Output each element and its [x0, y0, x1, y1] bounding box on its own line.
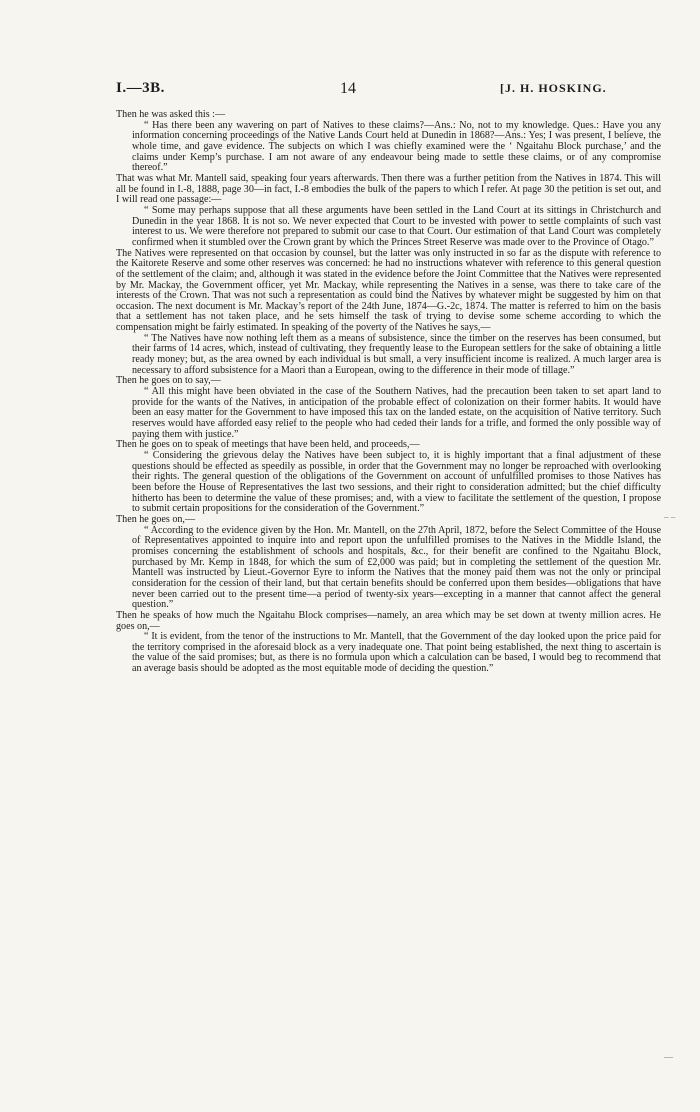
quoted-paragraph: “ It is evident, from the tenor of the instructions to Mr. Mantell, that the Government of the day looked upon the price paid for the territory comprised in the aforesaid block as a very inadequate one. That point being established, the next thing to ascertain is the value of the said promises; but, as there is no formula upon which a calculation can be based, I would beg to recommend that an average basis should be adopted as the most equitable mode of deciding the question.” — [132, 631, 661, 675]
quoted-paragraph: “ Some may perhaps suppose that all these arguments have been settled in the Land Court at its sittings in Christchurch and Dunedin in the year 1868. It is not so. We never expected that Court to be invested with power to settle complaints of such vast interest to us. We were therefore not prepared to submit our case to that Court. Our estimation of that Land Court was completely confirmed when it stumbled over the Crown grant by which the Princes Street Reserve was made over to the Province of Otago.” — [132, 204, 661, 248]
paragraph: Then he goes on to say,— — [116, 375, 221, 387]
page-header — [0, 80, 700, 102]
paragraph: Then he was asked this :— — [116, 109, 226, 120]
paragraph: The Natives were represented on that occasion by counsel, but the latter was only instructed in so far as the dispute with reference to the Kaitorete Reserve and some other reserves was concerned: he had no instructions whatever with reference to this general question of the settlement of the claim; and, although it was stated in the evidence before the Joint Committee that the Natives were represented by Mr. Mackay, the Government officer, yet Mr. Mackay, while representing the Natives in a sense, was there to take care of the interests of the Crown. That was not such a representation as could bind the Natives by whatever might be suggested by him on that occasion. The next document is Mr. Mackay’s report of the 24th June, 1874—G.-2c, 1874. The matter is referred to him on the basis that a settlement has not taken place, and he sets himself the task of trying to devise some scheme according to which the compensation might be fairly estimated. In speaking of the poverty of the Natives he says,— — [116, 247, 661, 334]
paragraph: That was what Mr. Mantell said, speaking four years afterwards. Then there was a further petition from the Natives in 1874. This will all be found in I.-8, 1888, page 30—in fact, I.-8 embodies the bulk of the papers to which I refer. At page 30 the petition is set out, and I will read one passage:— — [116, 172, 661, 206]
quoted-paragraph: “ Considering the grievous delay the Natives have been subject to, it is highly important that a final adjustment of these questions should be effected as speedily as possible, in order that the Government may no longer be reproached with overlooking their rights. The general question of the obligations of the Government on account of unfulfilled promises to those Natives has been before the House of Representatives the last two sessions, and their right to consideration admitted; but the chief difficulty hitherto has been to determine the value of these promises; and, with a view to facilitate the settlement of the question, I propose to submit certain propositions for the consideration of the Government.” — [132, 450, 661, 515]
paragraph: Then he goes on to speak of meetings that have been held, and proceeds,— — [116, 439, 420, 451]
quoted-paragraph: “ The Natives have now nothing left them as a means of subsistence, since the timber on the reserves has been consumed, but their farms of 14 acres, which, instead of cultivating, they frequently lease to the European settlers for the sake of obtaining a little ready money; but, as the area owned by each individual is but small, a very insufficient income is realized. A much larger area is necessary to afford subsistence for a Maori than a European, owing to the difference in their mode of tillage.” — [132, 332, 661, 376]
quoted-paragraph: “ According to the evidence given by the Hon. Mr. Mantell, on the 27th April, 1872, before the Select Committee of the House of Representatives appointed to inquire into and report upon the unfulfilled promises to the Natives in the Middle Island, the promises concerning the establishment of schools and hospitals, &c., for their benefit are confined to the Ngaitahu Block, purchased by Mr. Kemp in 1848, for which the sum of £2,000 was paid; but in completing the settlement of the question Mr. Mantell was instructed by Lieut.-Governor Eyre to inform the Natives that the money paid them was not the only or principal consideration for the cession of their land, but that certain benefits should be conferred upon them besides—obligations that have never been carried out to the present time—a period of twenty-six years—excepting in a manner that cannot affect the general question.” — [132, 524, 661, 611]
paragraph: Then he goes on,— — [116, 513, 196, 525]
body-text — [116, 110, 661, 675]
speaker-name: [J. H. HOSKING. — [500, 81, 607, 95]
paragraph: Then he speaks of how much the Ngaitahu Block comprises—namely, an area which may be set down at twenty million acres. He goes on,— — [116, 609, 661, 632]
quoted-paragraph: “ All this might have been obviated in the case of the Southern Natives, had the precaution been taken to set apart land to provide for the wants of the Natives, in anticipation of the probable effect of colonization on their former habits. It would have been an easy matter for the Government to have imposed this tax on the landed estate, on the acquisition of Native territory. Such reserves would have afforded easy relief to the people who had ceded their lands for a trifle, and formed the only possible way of paying them with justice.” — [132, 386, 661, 440]
paper-reference: I.—3B. — [116, 80, 165, 96]
margin-mark-dash: — — [664, 1052, 673, 1062]
page-number: 14 — [340, 80, 356, 97]
margin-mark-dash: – – — [664, 512, 676, 522]
quoted-paragraph: “ Has there been any wavering on part of Natives to these claims?—Ans.: No, not to my knowledge. Ques.: Have you any information concerning proceedings of the Native Lands Court held at Dunedin in 1868?—Ans.: Yes; I was present, I believe, the whole time, and gave evidence. The subjects on which I was chiefly examined were the ‘ Ngaitahu Block purchase,’ and the claims under Kemp’s purchase. I am not aware of any endeavour being made to settle these claims, or of any compromise thereof.” — [132, 119, 661, 174]
